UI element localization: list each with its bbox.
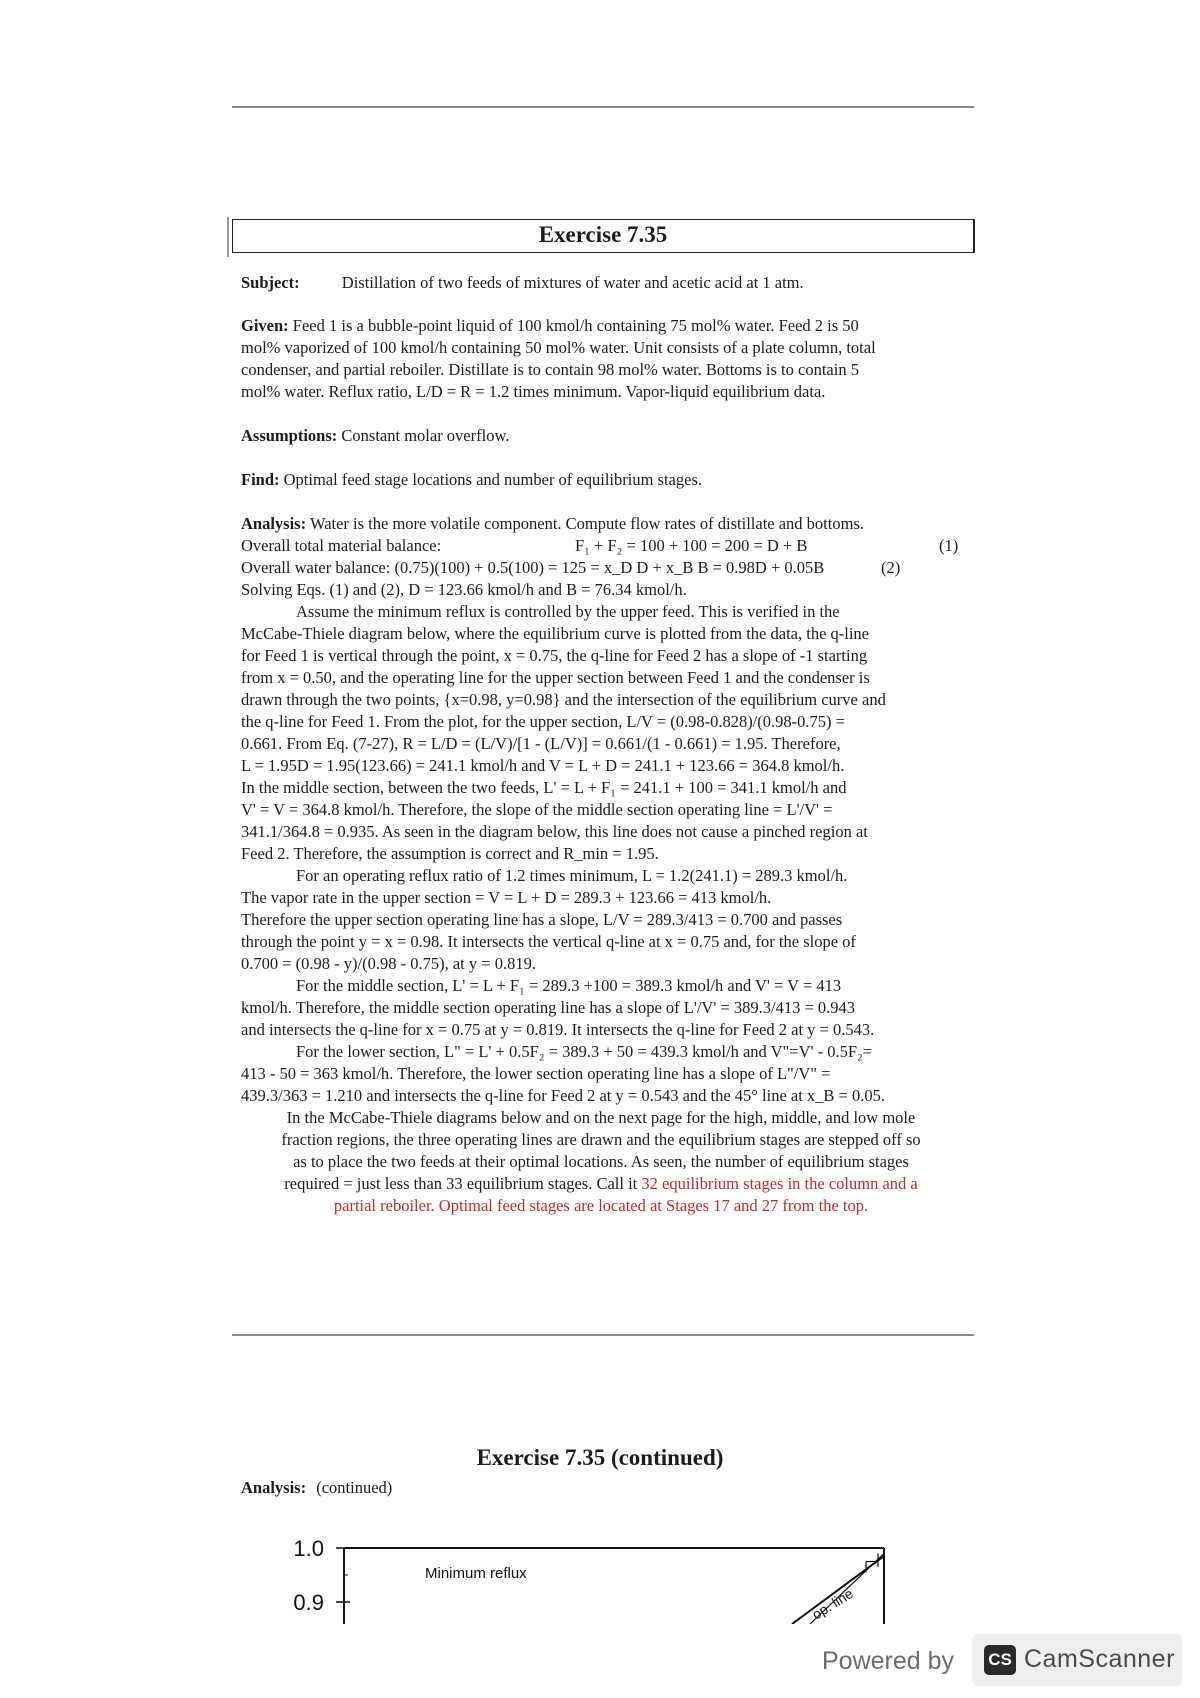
line-text: for Feed 1 is vertical through the point, x = 0.75, the q-line for Feed 2 has a slope of -1 starting bbox=[241, 646, 868, 665]
text-line bbox=[241, 997, 855, 1019]
camscanner-logo: CS bbox=[984, 1645, 1016, 1675]
line-text: mol% vaporized of 100 kmol/h containing 50 mol% water. Unit consists of a plate column, total bbox=[241, 338, 876, 357]
page-break-rule bbox=[232, 1334, 974, 1336]
line-text: 0.700 = (0.98 - y)/(0.98 - 0.75), at y = 0.819. bbox=[241, 954, 536, 973]
text-line bbox=[241, 1195, 961, 1217]
text-line bbox=[241, 557, 901, 579]
text-line bbox=[241, 337, 876, 359]
line-text: Overall water balance: (0.75)(100) + 0.5(100) = 125 = x_D D + x_B B = 0.98D + 0.05B bbox=[241, 558, 825, 577]
equation: F₁ + F₂ = 100 + 100 = 200 = D + B bbox=[575, 536, 808, 555]
line-text: drawn through the two points, {x=0.98, y=0.98} and the intersection of the equilibrium curve and bbox=[241, 690, 886, 709]
text-line bbox=[241, 821, 868, 843]
text-line bbox=[241, 1173, 961, 1195]
analysis-continued bbox=[241, 1477, 392, 1499]
mccabe-thiele-chart bbox=[280, 1528, 920, 1624]
text-line bbox=[296, 975, 841, 997]
title-box-left-bar bbox=[227, 217, 229, 257]
camscanner-brand: CamScanner bbox=[1024, 1645, 1175, 1673]
line-text: Feed 2. Therefore, the assumption is correct and R_min = 1.95. bbox=[241, 844, 659, 863]
line-text: Water is the more volatile component. Compute flow rates of distillate and bottoms. bbox=[309, 514, 864, 533]
text-line bbox=[241, 1107, 961, 1129]
line-text: 413 - 50 = 363 kmol/h. Therefore, the lower section operating line has a slope of L"/V" = bbox=[241, 1064, 831, 1083]
line-text: from x = 0.50, and the operating line for the upper section between Feed 1 and the condenser is bbox=[241, 668, 870, 687]
text-line bbox=[296, 601, 840, 623]
powered-by-text: Powered by bbox=[822, 1647, 955, 1675]
line-text: Therefore the upper section operating line has a slope, L/V = 289.3/413 = 0.700 and passes bbox=[241, 910, 843, 929]
line-text: Feed 1 is a bubble-point liquid of 100 kmol/h containing 75 mol% water. Feed 2 is 50 bbox=[292, 316, 859, 335]
text-line bbox=[296, 1041, 872, 1063]
line-text: Constant molar overflow. bbox=[341, 426, 510, 445]
line-text: McCabe-Thiele diagram below, where the equilibrium curve is plotted from the data, the q-line bbox=[241, 624, 870, 643]
section-label: Given: bbox=[241, 316, 289, 335]
line-text: The vapor rate in the upper section = V = L + D = 289.3 + 123.66 = 413 kmol/h. bbox=[241, 888, 772, 907]
text-line bbox=[241, 272, 804, 294]
camscanner-badge bbox=[972, 1634, 1182, 1686]
text-line bbox=[241, 887, 771, 909]
line-text: condenser, and partial reboiler. Distillate is to contain 98 mol% water. Bottoms is to contain 5 bbox=[241, 360, 859, 379]
text-line bbox=[241, 689, 886, 711]
text-line bbox=[241, 1151, 961, 1173]
text-line bbox=[241, 1085, 885, 1107]
minimum-reflux-annotation: Minimum reflux bbox=[425, 1565, 527, 1582]
section-label: Assumptions: bbox=[241, 426, 338, 445]
text-line bbox=[241, 359, 859, 381]
line-text: kmol/h. Therefore, the middle section operating line has a slope of L'/V' = 389.3/413 = 0.943 bbox=[241, 998, 855, 1017]
text-line bbox=[241, 513, 864, 535]
line-text: In the middle section, between the two feeds, L' = L + F₁ = 241.1 + 100 = 341.1 kmol/h and bbox=[241, 778, 847, 797]
line-text: Assume the minimum reflux is controlled by the upper feed. This is verified in the bbox=[296, 602, 840, 621]
equation-number: (1) bbox=[939, 536, 959, 555]
line-text: the q-line for Feed 1. From the plot, for the upper section, L/V = (0.98-0.828)/(0.98-0.75) = bbox=[241, 712, 845, 731]
line-text: In the McCabe-Thiele diagrams below and on the next page for the high, middle, and low mole bbox=[286, 1108, 916, 1127]
text-line bbox=[296, 865, 847, 887]
text-line bbox=[241, 1129, 961, 1151]
text-line bbox=[241, 1063, 830, 1085]
text-line bbox=[241, 667, 870, 689]
line-text: required = just less than 33 equilibrium stages. Call it bbox=[284, 1174, 638, 1193]
text-line bbox=[241, 931, 856, 953]
line-text: 439.3/363 = 1.210 and intersects the q-line for Feed 2 at y = 0.543 and the 45° line at x_B = 0.05. bbox=[241, 1086, 885, 1105]
line-text: 341.1/364.8 = 0.935. As seen in the diagram below, this line does not cause a pinched region at bbox=[241, 822, 868, 841]
text-line bbox=[241, 535, 959, 557]
line-text: 0.661. From Eq. (7-27), R = L/D = (L/V)/[1 - (L/V)] = 0.661/(1 - 0.661) = 1.95. Therefore, bbox=[241, 734, 841, 753]
line-text: Distillation of two feeds of mixtures of water and acetic acid at 1 atm. bbox=[341, 273, 804, 292]
line-text: V' = V = 364.8 kmol/h. Therefore, the slope of the middle section operating line = L'/V' = bbox=[241, 800, 833, 819]
text-line bbox=[241, 733, 841, 755]
text-line bbox=[241, 381, 825, 403]
analysis-label: Analysis: bbox=[241, 1478, 307, 1497]
page-top-rule bbox=[232, 106, 974, 108]
line-text: Overall total material balance: bbox=[241, 536, 442, 555]
line-text: For the lower section, L" = L' + 0.5F₂ = 389.3 + 50 = 439.3 kmol/h and V"=V' - 0.5F₂= bbox=[296, 1042, 873, 1061]
line-text: For the middle section, L' = L + F₁ = 289.3 +100 = 389.3 kmol/h and V' = V = 413 bbox=[296, 976, 842, 995]
page-title: Exercise 7.35 bbox=[538, 222, 668, 247]
analysis-continued-text: (continued) bbox=[316, 1478, 393, 1497]
line-text: as to place the two feeds at their optimal locations. As seen, the number of equilibrium stages bbox=[293, 1152, 909, 1171]
text-line bbox=[241, 315, 859, 337]
text-line bbox=[241, 755, 844, 777]
line-text: and intersects the q-line for x = 0.75 at y = 0.819. It intersects the q-line for Feed 2 at y = 0.543. bbox=[241, 1020, 875, 1039]
page2-title: Exercise 7.35 (continued) bbox=[476, 1445, 724, 1470]
highlighted-conclusion: 32 equilibrium stages in the column and a bbox=[641, 1174, 918, 1193]
text-line bbox=[241, 425, 509, 447]
text-line bbox=[241, 579, 687, 601]
text-line bbox=[241, 645, 867, 667]
line-text: Solving Eqs. (1) and (2), D = 123.66 kmol/h and B = 76.34 kmol/h. bbox=[241, 580, 687, 599]
text-line bbox=[241, 469, 702, 491]
section-label: Analysis: bbox=[241, 514, 307, 533]
y-tick-label: 0.9 bbox=[293, 1590, 324, 1615]
line-text: through the point y = x = 0.98. It intersects the vertical q-line at x = 0.75 and, for the slope of bbox=[241, 932, 856, 951]
text-line bbox=[241, 909, 842, 931]
text-line bbox=[241, 799, 832, 821]
line-text: fraction regions, the three operating lines are drawn and the equilibrium stages are stepped off so bbox=[281, 1130, 921, 1149]
op-line-label: op. line bbox=[809, 1585, 856, 1623]
line-text: L = 1.95D = 1.95(123.66) = 241.1 kmol/h and V = L + D = 241.1 + 123.66 = 364.8 kmol/h. bbox=[241, 756, 845, 775]
section-label: Subject: bbox=[241, 273, 300, 292]
y-tick-label: 1.0 bbox=[293, 1536, 324, 1561]
equation-number: (2) bbox=[881, 558, 901, 577]
section-label: Find: bbox=[241, 470, 280, 489]
line-text: Optimal feed stage locations and number of equilibrium stages. bbox=[283, 470, 702, 489]
line-text: For an operating reflux ratio of 1.2 times minimum, L = 1.2(241.1) = 289.3 kmol/h. bbox=[296, 866, 848, 885]
text-line bbox=[241, 777, 846, 799]
text-line bbox=[241, 711, 845, 733]
highlighted-conclusion: partial reboiler. Optimal feed stages are located at Stages 17 and 27 from the top. bbox=[333, 1196, 869, 1215]
text-line bbox=[241, 953, 536, 975]
text-line bbox=[241, 623, 869, 645]
line-text: mol% water. Reflux ratio, L/D = R = 1.2 times minimum. Vapor-liquid equilibrium data. bbox=[241, 382, 826, 401]
title-box bbox=[232, 219, 975, 253]
text-line bbox=[241, 1019, 874, 1041]
text-line bbox=[241, 843, 659, 865]
